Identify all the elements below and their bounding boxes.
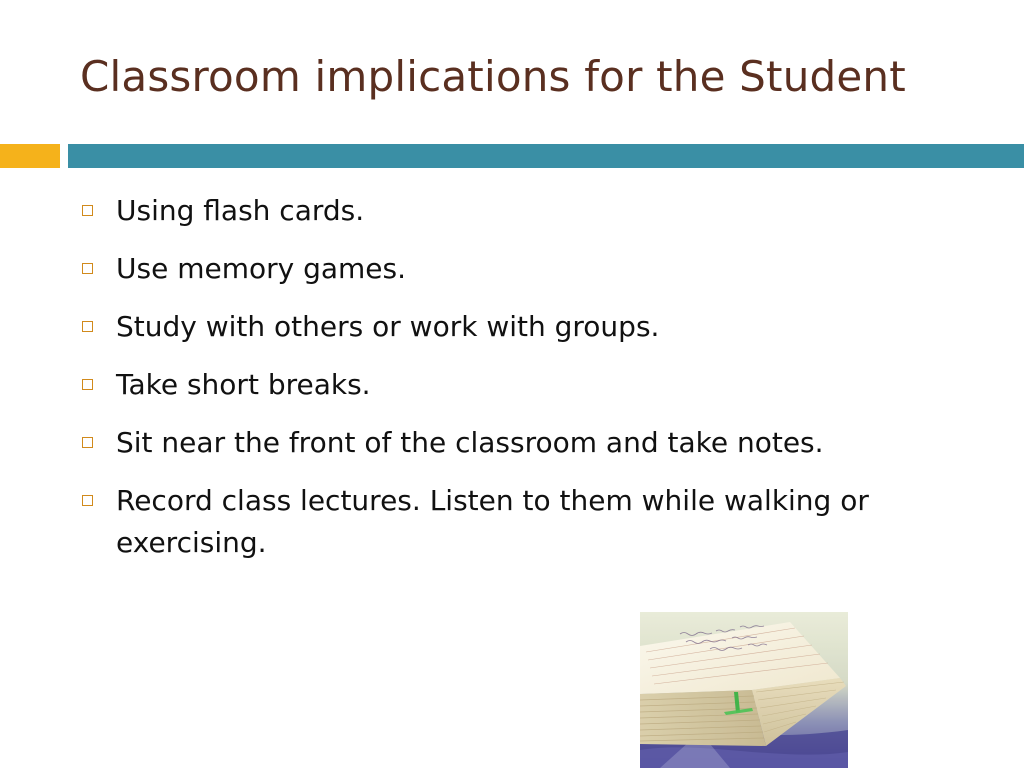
bullet-square-icon	[82, 379, 93, 390]
flash-cards-photo	[640, 612, 848, 768]
bullet-square-icon	[82, 321, 93, 332]
bullet-square-icon	[82, 495, 93, 506]
bullet-text: Sit near the front of the classroom and take notes.	[116, 426, 824, 459]
bullet-square-icon	[82, 205, 93, 216]
bullet-text: Using flash cards.	[116, 194, 365, 227]
bullet-square-icon	[82, 437, 93, 448]
bullet-item	[82, 422, 982, 464]
bullet-text: Record class lectures. Listen to them while walking or exercising.	[116, 484, 869, 559]
bullet-square-icon	[82, 263, 93, 274]
bullet-item	[82, 480, 982, 564]
bullet-item	[82, 190, 982, 232]
bullet-text: Use memory games.	[116, 252, 407, 285]
bullet-list	[82, 190, 982, 580]
slide-title: Classroom implications for the Student	[80, 52, 906, 101]
bullet-text: Take short breaks.	[116, 368, 371, 401]
bullet-text: Study with others or work with groups.	[116, 310, 660, 343]
title-underline-orange-accent	[0, 144, 60, 168]
flash-card-stack-photo-icon	[640, 612, 848, 768]
bullet-item	[82, 306, 982, 348]
bullet-item	[82, 248, 982, 290]
title-underline-teal-bar	[68, 144, 1024, 168]
bullet-item	[82, 364, 982, 406]
